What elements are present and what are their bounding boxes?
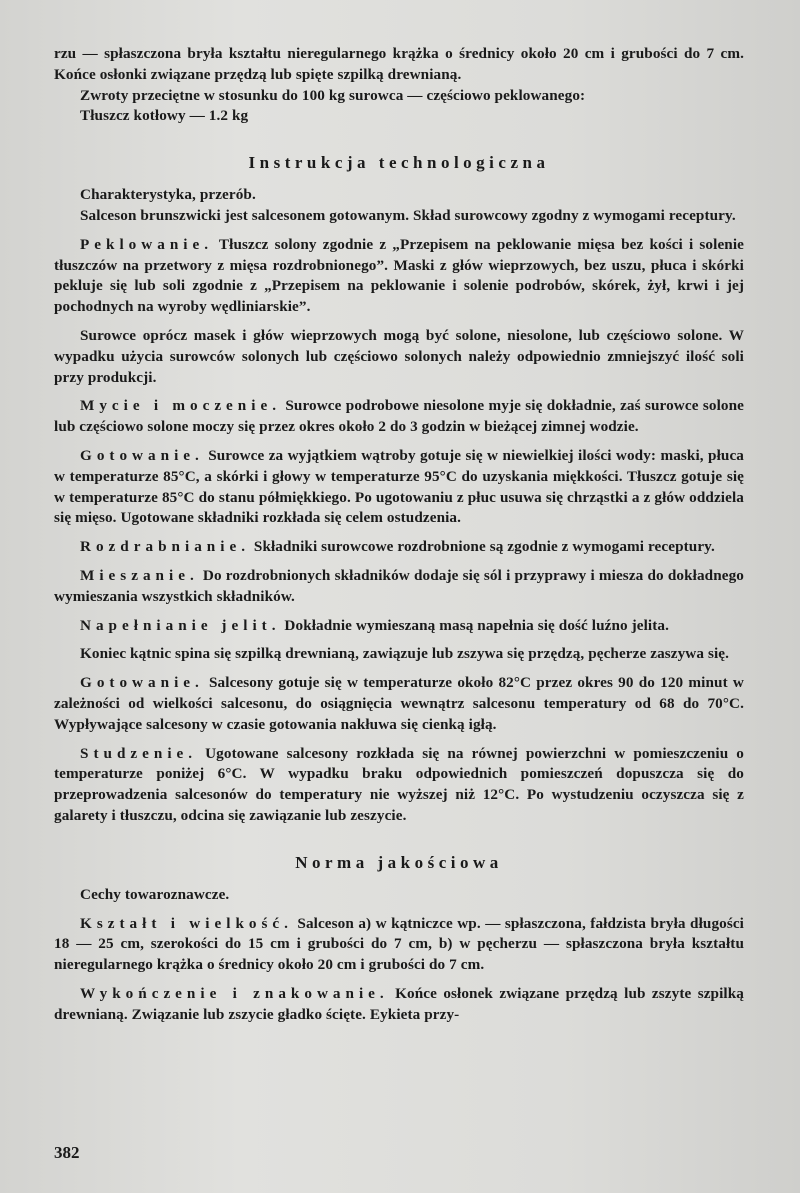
paragraph	[54, 326, 744, 388]
subheading-features: Cechy towaroznawcze.	[80, 885, 230, 903]
paragraph	[54, 446, 744, 529]
paragraph	[54, 566, 744, 608]
yield-label: Zwroty przeciętne	[80, 86, 200, 104]
paragraph	[54, 984, 744, 1026]
fat-line: Tłuszcz kotłowy — 1.2 kg	[80, 107, 249, 125]
section-heading-technology: Instrukcja technologiczna	[248, 153, 550, 173]
paragraph	[54, 914, 744, 976]
paragraph-text: Końce osłonek związane przędzą lub zszyte szpilką drewnianą. Związanie lub zszycie gładko ścięte. Eykieta przy-	[54, 984, 744, 1023]
intro-paragraph: rzu — spłaszczona bryła kształtu nieregularnego krążka o średnicy około 20 cm i grubości do 7 cm. Końce osłonki związane przędzą lub spięte szpilką drewnianą.	[54, 45, 744, 83]
paragraph-title: Napełnianie jelit.	[80, 616, 281, 634]
paragraph-title: Mieszanie.	[80, 566, 199, 584]
paragraph-intro: Salceson brunszwicki jest salcesonem gotowanym. Skład surowcowy zgodny z wymogami receptury.	[80, 206, 736, 224]
paragraph-text: Koniec kątnic spina się szpilką drewnianą, zawiązuje lub zszywa się przędzą, pęcherze zaszywa się.	[80, 645, 730, 663]
paragraph	[54, 744, 744, 827]
paragraph-title: Wykończenie i znakowanie.	[80, 984, 389, 1002]
paragraph-text: Surowce podrobowe niesolone myje się dokładnie, zaś surowce solone lub częściowo solone moczy się przez okres około 2 do 3 godzin w bieżącej zimnej wodzie.	[54, 397, 744, 436]
paragraph-text: Surowce oprócz masek i głów wieprzowych mogą być solone, niesolone, lub częściowo solone. W wypadku użycia surowców solonych lub częściowo solonych należy odpowiednio zmniejszyć ilość soli przy produkcji.	[54, 326, 744, 386]
paragraph-title: Peklowanie.	[80, 235, 214, 253]
paragraph-text: Składniki surowcowe rozdrobnione są zgodnie z wymogami receptury.	[250, 538, 715, 556]
paragraph-title: Rozdrabnianie.	[80, 538, 250, 556]
section-heading-quality: Norma jakościowa	[295, 852, 503, 872]
paragraph-title: Gotowanie.	[80, 446, 204, 464]
paragraph	[54, 235, 744, 318]
paragraph-text: Do rozdrobnionych składników dodaje się sól i przyprawy i miesza do dokładnego wymieszania wszystkich składników.	[54, 566, 744, 605]
yield-text: w stosunku do 100 kg surowca — częściowo peklowanego:	[199, 86, 586, 104]
paragraph-text: Ugotowane salcesony rozkłada się na równej powierzchni w pomieszczeniu o temperaturze poniżej 6°C. W wypadku braku odpowiednich pomieszczeń dopuszcza się do przeprowadzenia salcesonów do temperatury nie wyższej niż 12°C. Po wystudzeniu oczyszcza się z galarety i tłuszczu, odcina się zawiązanie lub zeszycie.	[54, 744, 744, 824]
yield-line	[54, 86, 744, 107]
quality-paragraphs	[54, 914, 744, 1026]
paragraph	[54, 673, 744, 735]
paragraph-text: Salcesony gotuje się w temperaturze około 82°C przez okres 90 do 120 minut w zależności od wielkości salcesonu, do osiągnięcia wewnątrz salcesonu temperatury od 68 do 70°C. Wypływające salcesony w czasie gotowania nakłuwa się cienką igłą.	[54, 674, 744, 733]
paragraph-title: Mycie i moczenie.	[80, 397, 282, 415]
paragraph-title: Gotowanie.	[80, 674, 204, 692]
page-number: 382	[54, 1143, 80, 1162]
paragraph-text: Salceson a) w kątniczce wp. — spłaszczona, fałdzista bryła długości 18 — 25 cm, szerokości do 15 cm i grubości do 7 cm, b) w pęcherzu — spłaszczona bryła kształtu nieregularnego krążka o średnicy około 20 cm i grubości do 7 cm.	[54, 914, 745, 974]
paragraph	[54, 644, 744, 665]
paragraph-text: Tłuszcz solony zgodnie z „Przepisem na peklowanie mięsa bez kości i solenie tłuszczów na przetwory z mięsa rozdrobnionego”. Maski z głów wieprzowych, bez uszu, płuca i skórki peklujе się lub soli zgodnie z „Przepisem na peklowanie i solenie podrobów, skórek, żył, krwi i jej pochodnych na wyroby wędliniarskie”.	[54, 235, 744, 316]
paragraph-text: Surowce za wyjątkiem wątroby gotuje się w niewielkiej ilości wody: maski, płuca w temperaturze 85°C, a skórki i głowy w temperaturze 95°C do uzyskania miękkości. Tłuszcz gotuje się w temperaturze 85°C do stanu półmiękkiego. Po ugotowaniu z płuc usuwa się chrząstki a z głów oddziela się mięso. Ugotowane składniki rozkłada się celem ostudzenia.	[54, 446, 744, 527]
technology-paragraphs	[54, 235, 744, 827]
paragraph	[54, 616, 744, 637]
paragraph-text: Dokładnie wymieszaną masą napełnia się dość luźno jelita.	[280, 616, 669, 634]
paragraph-title: Studzenie.	[80, 744, 198, 762]
paragraph	[54, 537, 744, 558]
subheading-characteristics: Charakterystyka, przerób.	[80, 186, 256, 204]
paragraph	[54, 396, 744, 438]
paragraph-title: Kształt i wielkość.	[80, 914, 293, 932]
